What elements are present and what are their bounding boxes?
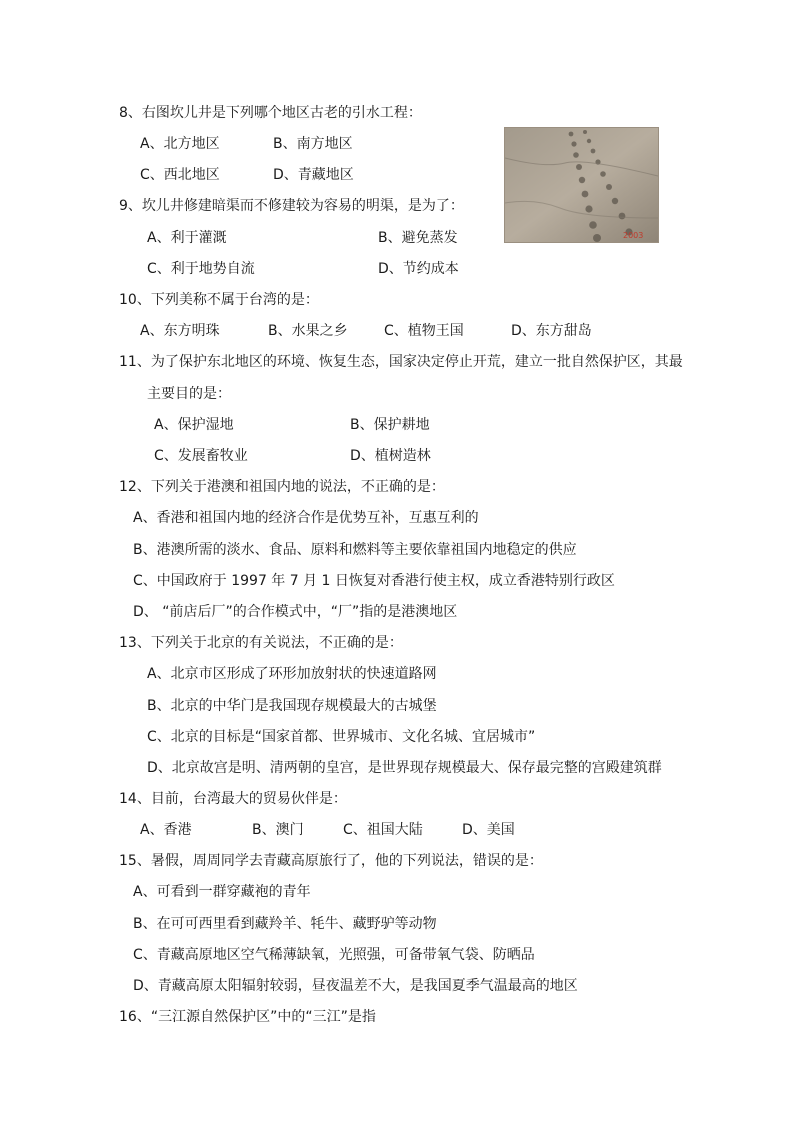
q8-option-a: A、北方地区 [140,136,220,152]
photo-watermark: 2003 [623,231,644,240]
question-16-stem: 16、“三江源自然保护区”中的“三江”是指 [119,1009,376,1025]
q15-option-d: D、青藏高原太阳辐射较弱，昼夜温差不大，是我国夏季气温最高的地区 [133,978,578,994]
q13-option-d: D、北京故宫是明、清两朝的皇宫，是世界现存规模最大、保存最完整的宫殿建筑群 [147,760,662,776]
q10-option-c: C、植物王国 [384,323,464,339]
q9-option-c: C、利于地势自流 [147,261,255,277]
q12-option-b: B、港澳所需的淡水、食品、原料和燃料等主要依靠祖国内地稳定的供应 [133,542,577,558]
q9-option-d: D、节约成本 [378,261,459,277]
question-11-stem: 11、为了保护东北地区的环境、恢复生态，国家决定停止开荒，建立一批自然保护区，其最 [119,354,683,370]
q11-option-b: B、保护耕地 [350,417,430,433]
q10-option-b: B、水果之乡 [268,323,348,339]
question-15-stem: 15、暑假，周周同学去青藏高原旅行了，他的下列说法，错误的是： [119,853,543,869]
q12-option-d: D、 “前店后厂”的合作模式中，“厂”指的是港澳地区 [133,604,458,620]
question-11-stem-cont: 主要目的是： [147,386,231,402]
question-12-stem: 12、下列关于港澳和祖国内地的说法，不正确的是： [119,479,445,495]
q11-option-a: A、保护湿地 [154,417,234,433]
q8-option-c: C、西北地区 [140,167,220,183]
q8-option-d: D、青藏地区 [273,167,354,183]
q9-option-a: A、利于灌溉 [147,230,227,246]
q14-option-b: B、澳门 [252,822,304,838]
q15-option-c: C、青藏高原地区空气稀薄缺氧，光照强，可备带氧气袋、防晒品 [133,947,535,963]
q12-option-c: C、中国政府于 1997 年 7 月 1 日恢复对香港行使主权，成立香港特别行政区 [133,573,615,589]
question-10-stem: 10、下列美称不属于台湾的是： [119,292,319,308]
q13-option-a: A、北京市区形成了环形加放射状的快速道路网 [147,666,437,682]
q11-option-c: C、发展畜牧业 [154,448,248,464]
q8-option-b: B、南方地区 [273,136,353,152]
question-8-stem: 8、右图坎儿井是下列哪个地区古老的引水工程： [119,105,422,121]
question-9-stem: 9、坎儿井修建暗渠而不修建较为容易的明渠，是为了： [119,198,464,214]
question-13-stem: 13、下列关于北京的有关说法，不正确的是： [119,635,403,651]
q14-option-c: C、祖国大陆 [343,822,423,838]
q14-option-d: D、美国 [462,822,515,838]
q13-option-b: B、北京的中华门是我国现存规模最大的古城堡 [147,698,437,714]
q15-option-a: A、可看到一群穿藏袍的青年 [133,884,311,900]
q12-option-a: A、香港和祖国内地的经济合作是优势互补，互惠互利的 [133,510,479,526]
q10-option-d: D、东方甜岛 [511,323,592,339]
q11-option-d: D、植树造林 [350,448,431,464]
karez-photo [504,127,659,243]
q9-option-b: B、避免蒸发 [378,230,458,246]
question-14-stem: 14、目前，台湾最大的贸易伙伴是： [119,791,347,807]
q14-option-a: A、香港 [140,822,192,838]
q15-option-b: B、在可可西里看到藏羚羊、牦牛、藏野驴等动物 [133,916,437,932]
q10-option-a: A、东方明珠 [140,323,220,339]
q13-option-c: C、北京的目标是“国家首都、世界城市、文化名城、宜居城市” [147,729,536,745]
